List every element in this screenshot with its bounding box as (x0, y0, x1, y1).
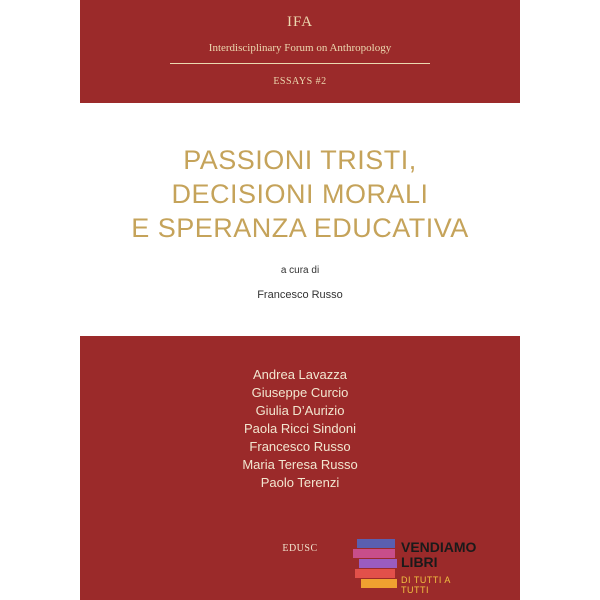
series-name: Interdisciplinary Forum on Anthropology (208, 42, 392, 54)
author-name: Paolo Terenzi (260, 475, 340, 490)
book-title-line-2: DECISIONI MORALI (171, 179, 429, 209)
book-title-line-3: E SPERANZA EDUCATIVA (131, 213, 469, 243)
watermark-logo (353, 535, 477, 595)
watermark-text: LIBRI (401, 554, 438, 570)
author-name: Giuseppe Curcio (251, 385, 349, 400)
watermark-text: VENDIAMO (401, 539, 477, 555)
author-name: Giulia D’Aurizio (255, 403, 345, 418)
series-number: ESSAYS #2 (273, 76, 327, 87)
title-band (80, 103, 520, 336)
author-name: Andrea Lavazza (253, 367, 347, 382)
author-name: Francesco Russo (249, 439, 351, 454)
series-acronym: IFA (286, 14, 314, 30)
book-title-line-1: PASSIONI TRISTI, (183, 145, 417, 175)
author-name: Maria Teresa Russo (242, 457, 358, 472)
publisher-name: EDUSC (282, 543, 318, 554)
book-stack-icon (353, 537, 399, 595)
watermark-tagline: DI TUTTI A TUTTI (401, 575, 451, 595)
editor-name: Francesco Russo (257, 289, 343, 301)
header-divider (170, 63, 430, 64)
author-list (80, 366, 520, 492)
edited-by-label: a cura di (280, 265, 320, 276)
series-header (80, 0, 520, 103)
book-cover (80, 0, 520, 600)
author-name: Paola Ricci Sindoni (243, 421, 356, 436)
